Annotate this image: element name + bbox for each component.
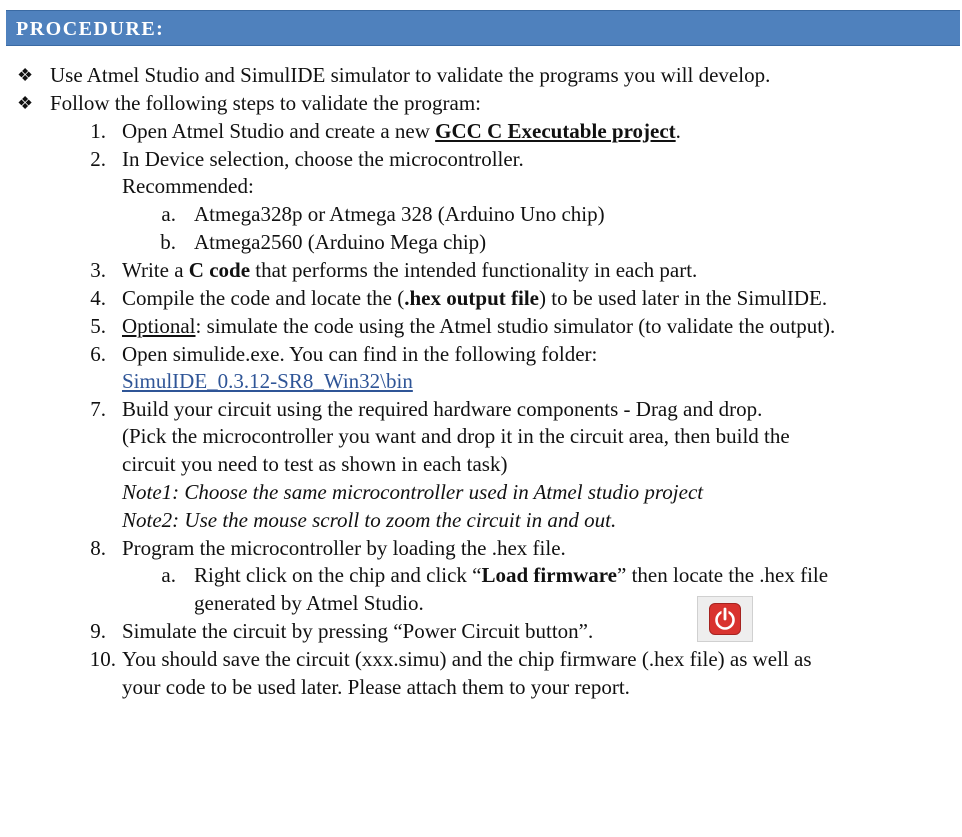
step-2: In Device selection, choose the microcontroller.	[122, 147, 524, 171]
gcc-project-label: GCC C Executable project	[435, 119, 676, 143]
step-number: 7.	[90, 397, 106, 421]
step-number: 2.	[90, 147, 106, 171]
diamond-bullet-icon: ❖	[17, 65, 34, 85]
simulide-folder-link[interactable]: SimulIDE_0.3.12-SR8_Win32\bin	[122, 369, 413, 393]
step-8: Program the microcontroller by loading the .hex file.	[122, 536, 566, 560]
step-number: 4.	[90, 286, 106, 310]
step-number: 8.	[90, 536, 106, 560]
step-7-line-2: (Pick the microcontroller you want and drop it in the circuit area, then build the	[122, 424, 790, 448]
step-5: Optional: simulate the code using the Atmel studio simulator (to validate the output).	[122, 314, 836, 338]
step-7-line-3: circuit you need to test as shown in each task)	[122, 452, 508, 476]
step-9: Simulate the circuit by pressing “Power Circuit button”.	[122, 619, 594, 643]
step-number: 9.	[90, 619, 106, 643]
step-4: Compile the code and locate the (.hex output file) to be used later in the SimulIDE.	[122, 286, 828, 310]
intro-line-2: Follow the following steps to validate the program:	[50, 91, 482, 115]
step-number: 3.	[90, 258, 106, 282]
note-2: Note2: Use the mouse scroll to zoom the circuit in and out.	[122, 508, 617, 532]
substep-2a: Atmega328p or Atmega 328 (Arduino Uno chip)	[194, 202, 605, 226]
step-1: Open Atmel Studio and create a new GCC C Executable project.	[122, 119, 681, 143]
step-10-line-2: your code to be used later. Please attach them to your report.	[122, 675, 630, 699]
substep-2b: Atmega2560 (Arduino Mega chip)	[194, 230, 487, 254]
substep-8a: Right click on the chip and click “Load firmware” then locate the .hex file	[194, 563, 829, 587]
step-10: You should save the circuit (xxx.simu) and the chip firmware (.hex file) as well as	[122, 647, 812, 671]
step-3: Write a C code that performs the intended functionality in each part.	[122, 258, 698, 282]
substep-letter: b.	[160, 230, 176, 254]
intro-line-1: Use Atmel Studio and SimulIDE simulator to validate the programs you will develop.	[50, 63, 771, 87]
procedure-header	[6, 10, 960, 46]
note-1: Note1: Choose the same microcontroller used in Atmel studio project	[122, 480, 704, 504]
diamond-bullet-icon: ❖	[17, 93, 34, 113]
step-6: Open simulide.exe. You can find in the following folder:	[122, 342, 598, 366]
power-button-icon	[697, 596, 753, 642]
step-7: Build your circuit using the required hardware components - Drag and drop.	[122, 397, 763, 421]
step-number: 1.	[90, 119, 106, 143]
step-number: 6.	[90, 342, 106, 366]
step-number: 5.	[90, 314, 106, 338]
step-number: 10.	[89, 647, 116, 671]
substep-8a-line-2: generated by Atmel Studio.	[194, 591, 424, 615]
substep-letter: a.	[161, 202, 176, 226]
recommended-label: Recommended:	[122, 174, 254, 198]
procedure-title: PROCEDURE:	[16, 18, 165, 40]
substep-letter: a.	[161, 563, 176, 587]
